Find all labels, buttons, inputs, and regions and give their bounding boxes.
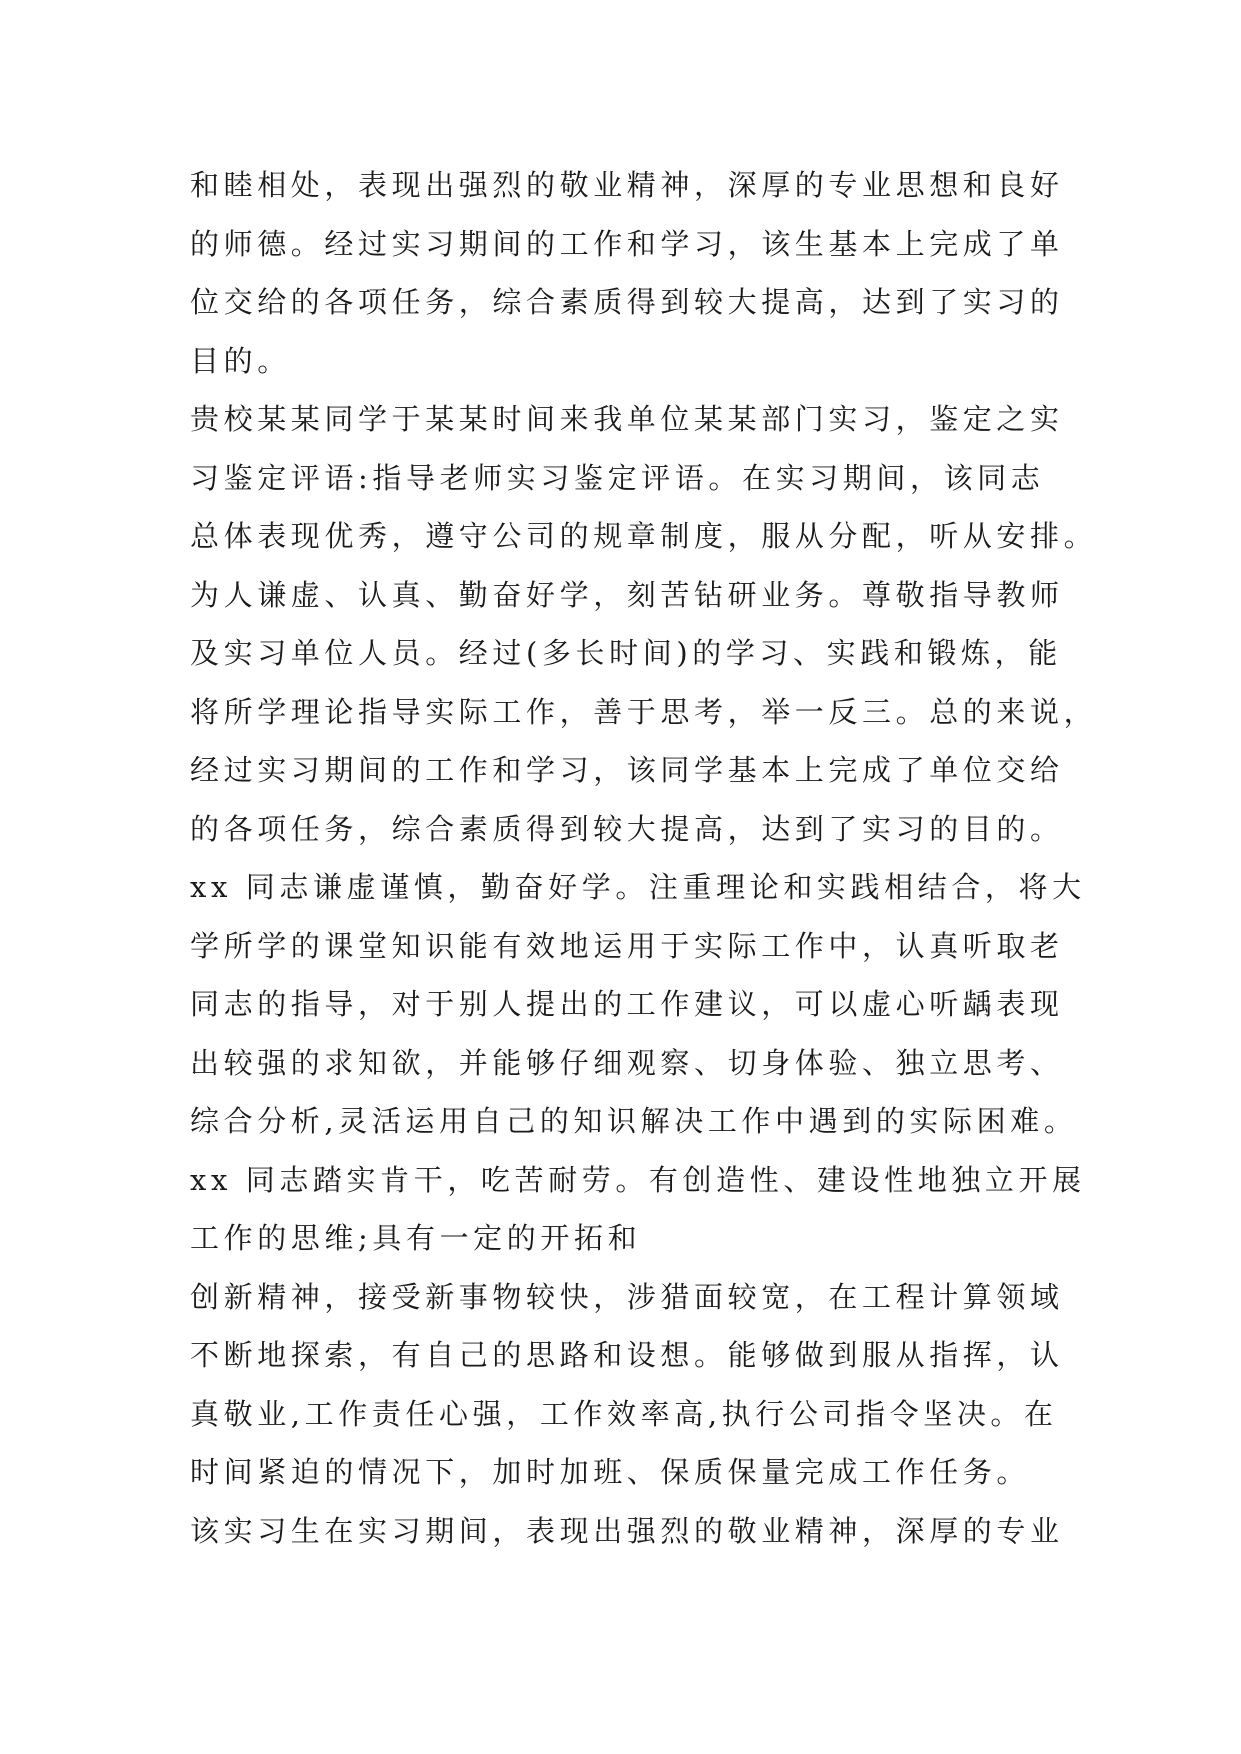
text-line: 创新精神，接受新事物较快，涉猎面较宽，在工程计算领域: [190, 1279, 1064, 1314]
text-line: 位交给的各项任务，综合素质得到较大提高，达到了实习的: [190, 285, 1064, 319]
text-line: 同志的指导，对于别人提出的工作建议，可以虚心听龋表现: [190, 987, 1064, 1021]
text-line: 习鉴定评语:指导老师实习鉴定评语。在实习期间，该同志: [190, 460, 1045, 495]
text-line: 及实习单位人员。经过(多长时间)的学习、实践和锻炼，能: [190, 636, 1062, 670]
text-line: 学所学的课堂知识能有效地运用于实际工作中，认真听取老: [190, 928, 1064, 963]
text-line: 综合分析,灵活运用自己的知识解决工作中遇到的实际困难。: [190, 1104, 1078, 1138]
body-text: [190, 156, 1098, 1560]
text-line: 的师德。经过实习期间的工作和学习，该生基本上完成了单: [190, 226, 1064, 261]
text-line: 总体表现优秀，遵守公司的规章制度，服从分配，听从安排。: [190, 519, 1098, 553]
text-line: 不断地探索，有自己的思路和设想。能够做到服从指挥，认: [190, 1338, 1064, 1372]
text-line: 经过实习期间的工作和学习，该同学基本上完成了单位交给: [190, 753, 1064, 787]
text-line: xx 同志踏实肯干，吃苦耐劳。有创造性、建设性地独立开展: [190, 1162, 1086, 1197]
text-line: 和睦相处，表现出强烈的敬业精神，深厚的专业思想和良好: [190, 168, 1064, 202]
text-line: 将所学理论指导实际工作，善于思考，举一反三。总的来说，: [190, 694, 1098, 729]
text-line: 目的。: [190, 343, 291, 378]
text-line: 为人谦虚、认真、勤奋好学，刻苦钻研业务。尊敬指导教师: [190, 577, 1064, 612]
text-line: 工作的思维;具有一定的开拓和: [190, 1221, 642, 1255]
text-line: 时间紧迫的情况下，加时加班、保质保量完成工作任务。: [190, 1455, 1031, 1489]
text-line: xx 同志谦虚谨慎，勤奋好学。注重理论和实践相结合，将大: [190, 870, 1086, 904]
text-line: 贵校某某同学于某某时间来我单位某某部门实习，鉴定之实: [190, 402, 1064, 436]
text-line: 该实习生在实习期间，表现出强烈的敬业精神，深厚的专业: [190, 1513, 1064, 1548]
text-line: 出较强的求知欲，并能够仔细观察、切身体验、独立思考、: [190, 1045, 1064, 1080]
text-line: 的各项任务，综合素质得到较大提高，达到了实习的目的。: [190, 811, 1064, 846]
text-line: 真敬业,工作责任心强，工作效率高,执行公司指令坚决。在: [190, 1396, 1058, 1431]
